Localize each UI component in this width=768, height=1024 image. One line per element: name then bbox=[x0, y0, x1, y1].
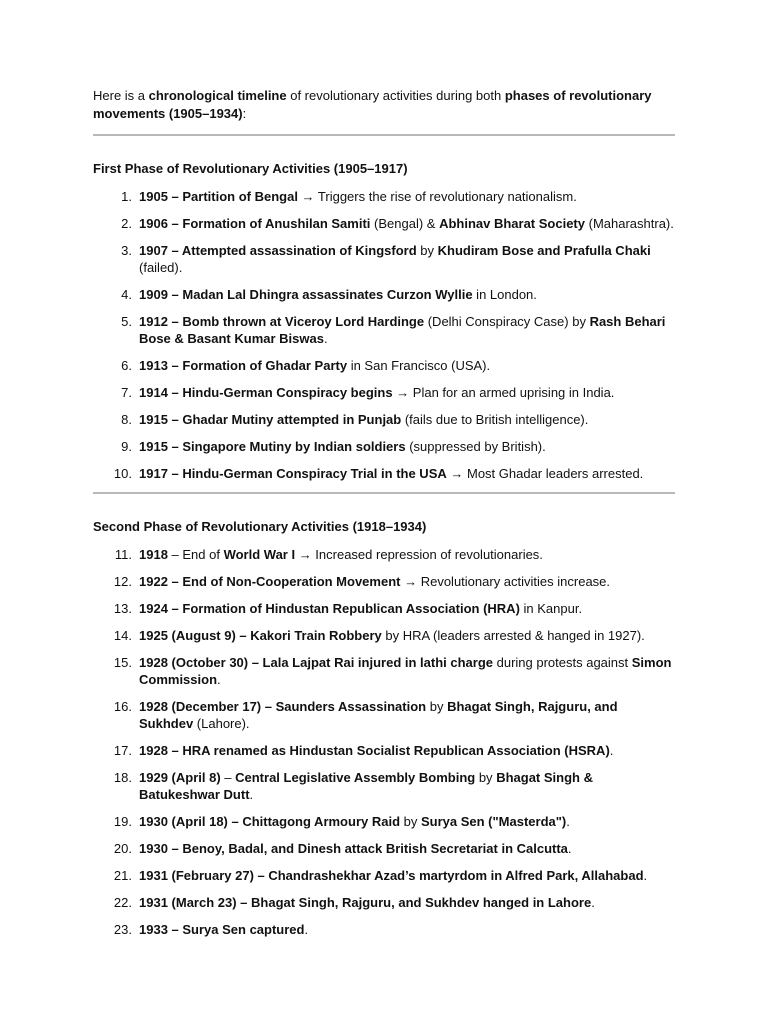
item-text: in London. bbox=[472, 287, 537, 302]
timeline-item bbox=[93, 627, 675, 644]
intro-bold-text: phases of revolutionary movements (1905–1934) bbox=[93, 88, 652, 121]
bold-text: 1912 – Bomb thrown at Viceroy Lord Hardinge bbox=[139, 314, 425, 329]
item-text: . bbox=[609, 743, 614, 758]
document-page bbox=[93, 87, 675, 938]
bold-text: Simon Commission bbox=[139, 655, 672, 687]
bold-text: 1913 – Formation of Ghadar Party bbox=[139, 358, 348, 373]
list-number: 22. bbox=[113, 895, 132, 910]
item-text: during protests against bbox=[493, 655, 632, 670]
item-text: (Bengal) & bbox=[370, 216, 440, 231]
item-text: . bbox=[567, 841, 572, 856]
list-number: 19. bbox=[113, 814, 132, 829]
item-text: by HRA (leaders arrested & hanged in 1927). bbox=[381, 628, 645, 643]
item-text: → Revolutionary activities increase. bbox=[400, 574, 611, 589]
timeline-item bbox=[93, 188, 675, 205]
list-number: 23. bbox=[113, 922, 132, 937]
list-number: 8. bbox=[121, 412, 132, 427]
timeline-item bbox=[93, 215, 675, 232]
timeline-item bbox=[93, 438, 675, 455]
bold-text: 1931 (February 27) – Chandrashekhar Azad’s martyrdom in Alfred Park, Allahabad bbox=[139, 868, 644, 883]
timeline-item bbox=[93, 654, 675, 688]
list-number: 20. bbox=[113, 841, 132, 856]
list-number: 6. bbox=[121, 358, 132, 373]
phase1-timeline-list bbox=[93, 188, 675, 482]
intro-bold-text: chronological timeline bbox=[148, 88, 287, 103]
item-text: . bbox=[323, 331, 328, 346]
timeline-item bbox=[93, 357, 675, 374]
item-text: . bbox=[217, 672, 221, 687]
item-text: . bbox=[566, 814, 570, 829]
item-text: → Increased repression of revolutionaries. bbox=[295, 547, 543, 562]
list-number: 1. bbox=[121, 189, 132, 204]
bold-text: 1918 bbox=[139, 547, 168, 562]
bold-text: 1905 – Partition of Bengal bbox=[139, 189, 298, 204]
bold-text: Central Legislative Assembly Bombing bbox=[235, 770, 476, 785]
bold-text: Surya Sen ("Masterda") bbox=[420, 814, 567, 829]
item-text: → Most Ghadar leaders arrested. bbox=[446, 466, 644, 481]
list-number: 18. bbox=[113, 770, 132, 785]
bold-text: 1909 – Madan Lal Dhingra assassinates Curzon Wyllie bbox=[139, 287, 473, 302]
timeline-item bbox=[93, 465, 675, 482]
item-text: – bbox=[220, 770, 236, 785]
timeline-item bbox=[93, 411, 675, 428]
bold-text: 1925 (August 9) – Kakori Train Robbery bbox=[139, 628, 382, 643]
timeline-item bbox=[93, 546, 675, 563]
intro-text: Here is a bbox=[93, 88, 149, 103]
intro-text: of revolutionary activities during both bbox=[286, 88, 505, 103]
timeline-item bbox=[93, 921, 675, 938]
timeline-item bbox=[93, 742, 675, 759]
item-text: → Plan for an armed uprising in India. bbox=[392, 385, 615, 400]
timeline-item bbox=[93, 813, 675, 830]
bold-text: Abhinav Bharat Society bbox=[439, 216, 585, 231]
bold-text: 1933 – Surya Sen captured bbox=[139, 922, 305, 937]
timeline-item bbox=[93, 698, 675, 732]
bold-text: 1922 – End of Non-Cooperation Movement bbox=[139, 574, 401, 589]
list-number: 4. bbox=[121, 287, 132, 302]
intro-paragraph bbox=[93, 87, 675, 123]
bold-text: 1930 – Benoy, Badal, and Dinesh attack British Secretariat in Calcutta bbox=[139, 841, 568, 856]
list-number: 13. bbox=[113, 601, 132, 616]
timeline-item bbox=[93, 242, 675, 276]
list-number: 10. bbox=[113, 466, 132, 481]
item-text: by bbox=[426, 699, 448, 714]
bold-text: 1917 – Hindu-German Conspiracy Trial in the USA bbox=[139, 466, 447, 481]
timeline-item bbox=[93, 894, 675, 911]
item-text: in Kanpur. bbox=[519, 601, 583, 616]
item-text: in San Francisco (USA). bbox=[347, 358, 491, 373]
bold-text: 1931 (March 23) – Bhagat Singh, Rajguru, and Sukhdev hanged in Lahore bbox=[139, 895, 592, 910]
list-number: 21. bbox=[113, 868, 132, 883]
item-text: → Triggers the rise of revolutionary nationalism. bbox=[297, 189, 577, 204]
item-text: . bbox=[643, 868, 648, 883]
bold-text: 1906 – Formation of Anushilan Samiti bbox=[139, 216, 371, 231]
list-number: 3. bbox=[121, 243, 132, 258]
item-text: by bbox=[475, 770, 497, 785]
bold-text: 1914 – Hindu-German Conspiracy begins bbox=[139, 385, 393, 400]
item-text: . bbox=[591, 895, 595, 910]
bold-text: 1907 – Attempted assassination of Kingsford bbox=[139, 243, 417, 258]
horizontal-rule bbox=[93, 492, 675, 494]
list-number: 14. bbox=[113, 628, 132, 643]
item-text: (Maharashtra). bbox=[585, 216, 674, 231]
item-text: . bbox=[304, 922, 309, 937]
timeline-item bbox=[93, 286, 675, 303]
list-number: 17. bbox=[113, 743, 132, 758]
bold-text: 1924 – Formation of Hindustan Republican Association (HRA) bbox=[139, 601, 520, 616]
bold-text: 1930 (April 18) – Chittagong Armoury Raid bbox=[139, 814, 401, 829]
item-text: by bbox=[416, 243, 438, 258]
list-number: 12. bbox=[113, 574, 132, 589]
list-number: 5. bbox=[121, 314, 132, 329]
item-text: (Lahore). bbox=[193, 716, 250, 731]
timeline-item bbox=[93, 840, 675, 857]
intro-text: : bbox=[242, 106, 247, 121]
bold-text: Rash Behari Bose & Basant Kumar Biswas bbox=[139, 314, 666, 346]
bold-text: Khudiram Bose and Prafulla Chaki bbox=[437, 243, 651, 258]
list-number: 9. bbox=[121, 439, 132, 454]
item-text: (suppressed by British). bbox=[405, 439, 546, 454]
phase2-heading: Second Phase of Revolutionary Activities (1918–1934) bbox=[93, 519, 427, 534]
item-text: (Delhi Conspiracy Case) by bbox=[424, 314, 590, 329]
bold-text: 1929 (April 8) bbox=[139, 770, 221, 785]
bold-text: 1928 (October 30) – Lala Lajpat Rai injured in lathi charge bbox=[139, 655, 493, 670]
bold-text: 1928 (December 17) – Saunders Assassination bbox=[139, 699, 427, 714]
bold-text: 1915 – Ghadar Mutiny attempted in Punjab bbox=[139, 412, 402, 427]
timeline-item bbox=[93, 313, 675, 347]
phase1-heading: First Phase of Revolutionary Activities (1905–1917) bbox=[93, 161, 408, 176]
item-text: . bbox=[249, 787, 254, 802]
timeline-item bbox=[93, 600, 675, 617]
list-number: 7. bbox=[121, 385, 132, 400]
item-text: – End of bbox=[167, 547, 224, 562]
timeline-item bbox=[93, 867, 675, 884]
bold-text: World War I bbox=[223, 547, 296, 562]
horizontal-rule bbox=[93, 134, 675, 136]
timeline-item bbox=[93, 384, 675, 401]
bold-text: Bhagat Singh, Rajguru, and Sukhdev bbox=[139, 699, 618, 731]
item-text: (failed). bbox=[139, 260, 183, 275]
timeline-item bbox=[93, 573, 675, 590]
bold-text: Bhagat Singh & Batukeshwar Dutt bbox=[139, 770, 593, 802]
bold-text: 1928 – HRA renamed as Hindustan Socialist Republican Association (HSRA) bbox=[139, 743, 610, 758]
list-number: 15. bbox=[113, 655, 132, 670]
list-number: 16. bbox=[113, 699, 132, 714]
timeline-item bbox=[93, 769, 675, 803]
list-number: 11. bbox=[114, 547, 132, 562]
item-text: (fails due to British intelligence). bbox=[401, 412, 589, 427]
bold-text: 1915 – Singapore Mutiny by Indian soldiers bbox=[139, 439, 406, 454]
list-number: 2. bbox=[121, 216, 132, 231]
item-text: by bbox=[400, 814, 421, 829]
phase2-timeline-list bbox=[93, 546, 675, 938]
